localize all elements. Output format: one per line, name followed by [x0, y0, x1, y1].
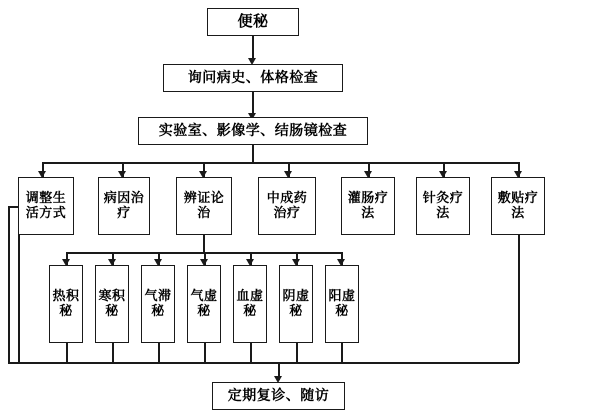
bus-categories — [42, 162, 518, 164]
node-syndrome-yin-deficiency-label: 阴虚秘 — [282, 288, 310, 319]
connector-cat-6-collector — [518, 235, 520, 363]
node-category-lifestyle-label: 调整生活方式 — [25, 190, 67, 221]
node-category-patent-medicine — [258, 177, 316, 235]
node-category-plaster — [491, 177, 545, 235]
node-category-enema — [341, 177, 395, 235]
bus-collector — [8, 362, 519, 364]
connector-syn-3-collector — [204, 343, 206, 363]
node-end-followup — [212, 382, 345, 410]
node-syndrome-cold-accumulation-label: 寒积秘 — [98, 288, 126, 319]
node-category-enema-label: 灌肠疗法 — [347, 190, 389, 221]
node-category-acupuncture-label: 针灸疗法 — [422, 190, 464, 221]
connector-cat-0-left-rail — [8, 206, 10, 363]
node-category-syndrome-differentiation — [176, 177, 232, 235]
node-syndrome-qi-stagnation-label: 气滞秘 — [144, 288, 172, 319]
connector-differentiation-bus — [203, 235, 205, 253]
node-syndrome-blood-deficiency-label: 血虚秘 — [236, 288, 264, 319]
node-category-patent-medicine-label: 中成药治疗 — [266, 190, 308, 221]
node-step-exams — [138, 117, 368, 145]
node-category-acupuncture — [416, 177, 470, 235]
connector-step2-bus — [252, 145, 254, 163]
node-end-followup-label: 定期复诊、随访 — [227, 387, 330, 404]
node-step-exams-label: 实验室、影像学、结肠镜检查 — [158, 122, 348, 139]
node-syndrome-qi-deficiency — [187, 265, 221, 343]
node-category-syndrome-differentiation-label: 辨证论治 — [183, 190, 225, 221]
node-category-etiologic — [98, 177, 150, 235]
node-syndrome-heat-accumulation-label: 热积秘 — [52, 288, 80, 319]
node-syndrome-heat-accumulation — [49, 265, 83, 343]
node-category-plaster-label: 敷贴疗法 — [497, 190, 539, 221]
connector-syn-4-collector — [250, 343, 252, 363]
connector-syn-2-collector — [158, 343, 160, 363]
node-syndrome-yin-deficiency — [279, 265, 313, 343]
node-syndrome-qi-deficiency-label: 气虚秘 — [190, 288, 218, 319]
node-root-label: 便秘 — [237, 12, 269, 31]
node-root — [207, 8, 299, 36]
node-syndrome-cold-accumulation — [95, 265, 129, 343]
connector-syn-6-collector — [341, 343, 343, 363]
connector-syn-1-collector — [112, 343, 114, 363]
node-category-etiologic-label: 病因治疗 — [103, 190, 145, 221]
node-syndrome-qi-stagnation — [141, 265, 175, 343]
connector-syn-5-collector — [296, 343, 298, 363]
node-syndrome-yang-deficiency — [325, 265, 359, 343]
node-step-history — [163, 64, 343, 92]
node-syndrome-yang-deficiency-label: 阳虚秘 — [328, 288, 356, 319]
node-syndrome-blood-deficiency — [233, 265, 267, 343]
node-step-history-label: 询问病史、体格检查 — [187, 69, 319, 86]
node-category-lifestyle — [18, 177, 74, 235]
connector-syn-0-collector — [66, 343, 68, 363]
